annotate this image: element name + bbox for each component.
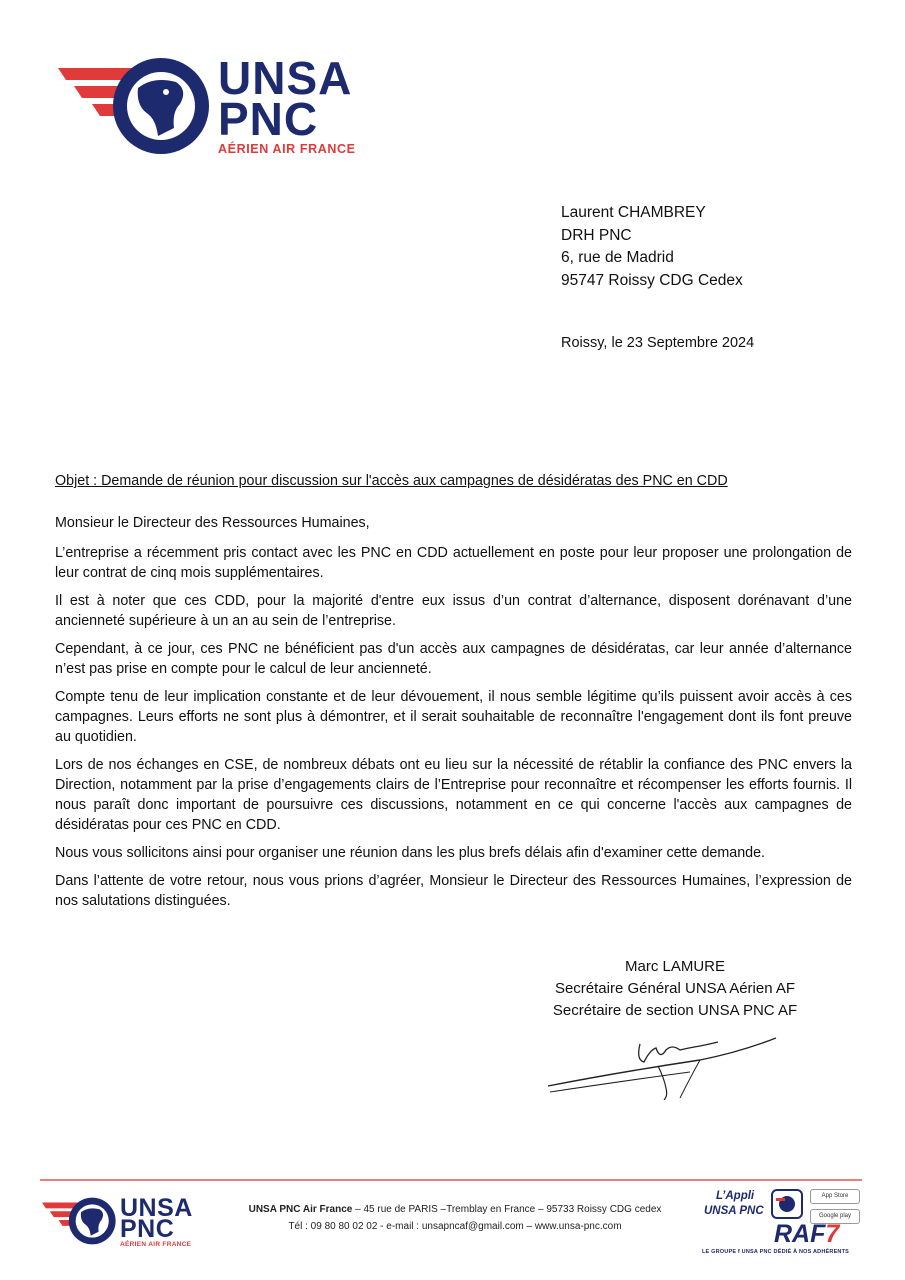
phone-app-icon [770,1188,804,1220]
app-label-2: UNSA PNC [704,1205,764,1217]
winged-emblem-icon [58,56,218,156]
footer-contact [225,1201,685,1235]
app-store-badge[interactable]: App Store [810,1189,860,1204]
logo-subtitle: AÉRIEN AIR FRANCE [218,142,356,156]
raf7-tagline: LE GROUPE f UNSA PNC DÉDIÉ À NOS ADHÉRENTS [702,1249,850,1255]
body-paragraph: Dans l’attente de votre retour, nous vous prions d’agréer, Monsieur le Directeur des Ressources Humaines, l’expression de nos salutations distinguées. [55,873,852,909]
recipient-city: 95747 Roissy CDG Cedex [561,271,743,289]
raf7-logo: RAF7 [774,1220,840,1248]
footer-address: – 45 rue de PARIS –Tremblay en France – 95733 Roissy CDG cedex [352,1204,662,1215]
footer-logo-unsa: UNSA [120,1194,193,1222]
unsa-pnc-logo [58,52,378,156]
footer-contact-line: Tél : 09 80 80 02 02 - e-mail : unsapncaf@gmail.com – www.unsa-pnc.com [288,1221,622,1232]
letter-subject: Objet : Demande de réunion pour discussion sur l'accès aux campagnes de désidératas des PNC en CDD [55,473,728,489]
body-paragraph: Il est à noter que ces CDD, pour la majorité d'entre eux issus d’un contrat d’alternance, disposent dorénavant d’une ancienneté supérieure à un an au sein de l’entreprise. [55,593,852,629]
signer-role-1: Secrétaire Général UNSA Aérien AF [554,980,796,997]
body-paragraph: Nous vous sollicitons ainsi pour organiser une réunion dans les plus brefs délais afin d'examiner cette demande. [55,845,766,861]
body-paragraph: L’entreprise a récemment pris contact avec les PNC en CDD actuellement en poste pour leur proposer une prolongation de leur contrat de cinq mois supplémentaires. [55,545,852,581]
google-play-badge[interactable]: Google play [810,1209,860,1224]
signer-role-2: Secrétaire de section UNSA PNC AF [552,1002,798,1019]
body-paragraph: Cependant, à ce jour, ces PNC ne bénéficient pas d'un accès aux campagnes de désidératas, car leur année d’alternance n’est pas prise en compte pour le calcul de leur ancienneté. [55,641,852,677]
footer-org: UNSA PNC Air France [248,1204,353,1215]
body-paragraph: Lors de nos échanges en CSE, de nombreux débats ont eu lieu sur la nécessité de rétablir la confiance des PNC envers la Direction, notamment par la prise d’engagements clairs de l’Entreprise pour reconnaître et récompenser les efforts fournis. Il nous paraît donc important de poursuivre ces discussions, notamment en ce qui concerne l'accès aux campagnes de désidératas pour ces PNC en CDD. [55,757,852,833]
footer-address-line [225,1201,685,1218]
winged-emblem-icon [42,1196,120,1246]
footer-divider [40,1179,862,1181]
footer-logo-pnc: PNC [120,1215,175,1243]
recipient-title: DRH PNC [561,226,632,244]
app-label-1: L’Appli [716,1190,755,1202]
signature-block [520,956,830,1022]
logo-text-unsa: UNSA [218,52,353,104]
letter-date: Roissy, le 23 Septembre 2024 [561,335,755,351]
footer-logo [42,1196,212,1252]
letter-body [55,513,852,919]
app-promo [700,1184,865,1266]
body-paragraph: Compte tenu de leur implication constante et de leur dévouement, il nous semble légitime qu’ils puissent avoir accès à ces campagnes. Leurs efforts ne sont plus à démontrer, et il serait souhaitable de reconnaître l'engagement dont ils font preuve au quotidien. [55,689,852,745]
recipient-street: 6, rue de Madrid [561,249,674,266]
salutation: Monsieur le Directeur des Ressources Humaines, [55,515,370,531]
recipient-address [561,202,743,292]
handwritten-signature-icon [540,1020,780,1100]
signer-name: Marc LAMURE [624,958,725,975]
recipient-name: Laurent CHAMBREY [561,204,706,221]
logo-text-pnc: PNC [218,93,319,145]
footer-logo-subtitle: AÉRIEN AIR FRANCE [120,1241,192,1248]
